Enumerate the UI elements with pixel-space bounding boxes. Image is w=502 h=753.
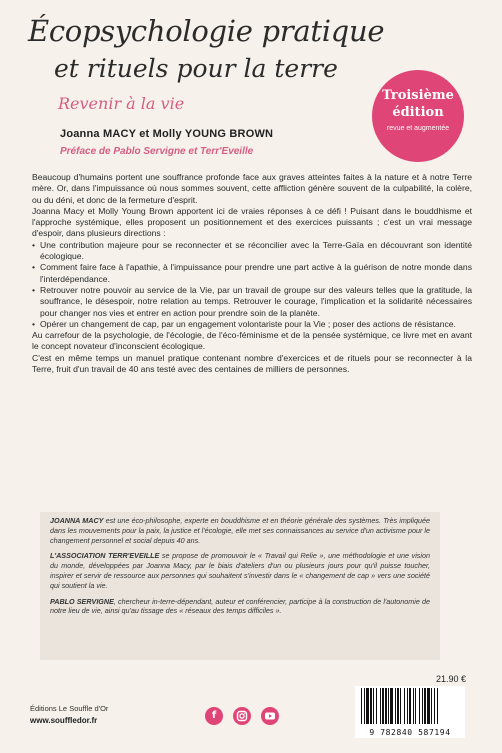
barcode-bar (373, 688, 374, 724)
barcode-bars (359, 688, 461, 726)
barcode (355, 686, 465, 738)
barcode-bar (407, 688, 408, 724)
barcode-bar (437, 688, 438, 724)
barcode-bar (390, 688, 393, 724)
barcode-bar (427, 688, 430, 724)
barcode-bar (400, 688, 401, 724)
barcode-bar (376, 688, 377, 724)
subtitle: Revenir à la vie (58, 94, 185, 113)
bio-pablo-servigne (50, 597, 430, 617)
publisher-website[interactable]: www.souffledor.fr (30, 716, 98, 725)
bio-joanna-macy (50, 516, 430, 545)
bio-text: se propose de promouvoir le « Travail qui Relie », une méthodologie et une vision du monde, développées par Joanna Macy, par le biais d'ateliers d'un ou plusieurs jours pour qu'il puisse toucher, inspirer et servir de ressource aux personnes qui souhaitent s'investir dans le « changement de cap » vers une société qui soutient la vie. (50, 551, 430, 590)
barcode-bar (380, 688, 381, 724)
blurb-paragraph-3: Au carrefour de la psychologie, de l'écologie, de l'éco-féminisme et de la pensée systémique, ce livre met en avant le concept novateur d'inconscient écologique. (32, 330, 472, 352)
facebook-icon[interactable]: f (205, 707, 223, 725)
edition-badge (372, 70, 464, 162)
barcode-bar (385, 688, 387, 724)
blurb-bullet-list (32, 240, 472, 330)
barcode-bar (413, 688, 414, 724)
barcode-bar (422, 688, 423, 724)
authors: Joanna MACY et Molly YOUNG BROWN (60, 128, 274, 140)
blurb-paragraph-2: Joanna Macy et Molly Young Brown apportent ici de vraies réponses à ce défi ! Puisant dans le bouddhisme et l'approche systémique, elles proposent un positionnement et des exercices puissants ; c'est un vrai message d'espoir, dans plusieurs directions : (32, 205, 472, 239)
barcode-bar (419, 688, 420, 724)
blurb (32, 172, 472, 375)
barcode-bar (434, 688, 435, 724)
barcode-bar (397, 688, 399, 724)
barcode-bar (404, 688, 405, 724)
blurb-paragraph-4: C'est en même temps un manuel pratique contenant nombre d'exercices et de rituels pour se reconnecter à la Terre, fruit d'un travail de 40 ans testé avec des centaines de milliers de personnes. (32, 352, 472, 375)
bio-name: JOANNA MACY (50, 516, 104, 525)
youtube-icon[interactable] (261, 707, 279, 725)
instagram-icon[interactable] (233, 707, 251, 725)
barcode-bar (370, 688, 372, 724)
barcode-bar (382, 688, 384, 724)
barcode-bar (361, 688, 362, 724)
blurb-bullet: • Comment faire face à l'apathie, à l'impuissance pour prendre une part active à la guérison de notre monde dans l'interdépendance. (32, 262, 472, 285)
barcode-bar (395, 688, 396, 724)
badge-line-2: édition (392, 105, 444, 120)
title-line-1: Écopsychologie pratique (28, 14, 385, 48)
barcode-bar (415, 688, 416, 724)
publisher-name: Éditions Le Souffle d'Or (30, 704, 109, 713)
badge-line-3: revue et augmentée (386, 125, 450, 132)
bio-text: , chercheur in-terre-dépendant, auteur et conférencier, participe à la construction de l'autonomie de notre lieu de vie, ainsi qu'au tissage des « réseaux des temps difficiles ». (50, 596, 430, 616)
barcode-bar (364, 688, 365, 724)
blurb-paragraph-1: Beaucoup d'humains portent une souffrance profonde face aux graves atteintes faites à la nature et à notre Terre mère. Or, dans l'impuissance où nous sommes souvent, cette affliction génère souvent de la culpabilité, la colère, ou du déni, et donc de la fermeture d'esprit. (32, 172, 472, 205)
barcode-bar (409, 688, 411, 724)
barcode-bar (366, 688, 369, 724)
bio-name: PABLO SERVIGNE (50, 596, 114, 606)
bio-terreveille (50, 551, 430, 590)
bios-box (40, 512, 440, 660)
price: 21.90 € (436, 674, 467, 684)
preface-credit: Préface de Pablo Servigne et Terr'Eveille (60, 146, 254, 157)
blurb-bullet: • Retrouver notre pouvoir au service de la Vie, par un travail de groupe sur des valeurs telles que la gratitude, la souffrance, le désespoir, notre relation au temps. Retrouver le courage, l'implication et la solidarité nécessaires pour changer nos vies et entrer en action pour prendre soin de la planète. (32, 285, 472, 319)
bio-name: L'ASSOCIATION TERR'EVEILLE (50, 551, 160, 561)
badge-line-1: Troisième (382, 88, 454, 103)
blurb-bullet: • Une contribution majeure pour se reconnecter et se réconcilier avec la Terre-Gaïa en découvrant son identité écologique. (32, 240, 472, 263)
barcode-bar (431, 688, 432, 724)
bio-text: est une éco-philosophe, experte en bouddhisme et en théorie générale des systèmes. Très impliquée dans les mouvements pour la paix, la justice et l'écologie, elle met ses connaissances au service d'un activisme pour le changement personnel et social depuis 40 ans. (50, 516, 430, 545)
barcode-bar (424, 688, 426, 724)
isbn: 9 782840 587194 (369, 728, 451, 737)
barcode-bar (388, 688, 389, 724)
blurb-bullet: • Opérer un changement de cap, par un engagement volontariste pour la Vie ; poser des actions de résistance. (32, 319, 472, 330)
title-line-2: et rituels pour la terre (54, 54, 338, 83)
